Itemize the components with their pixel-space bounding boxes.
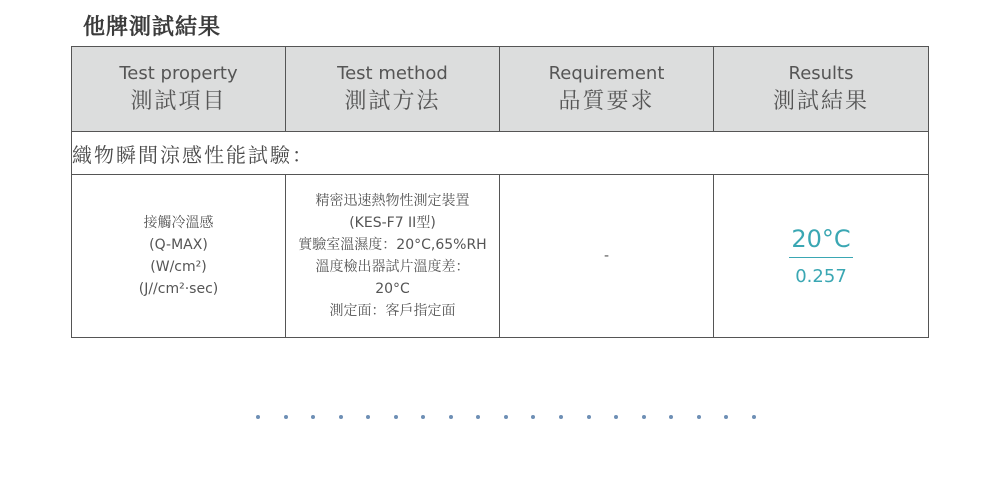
method-line: 測定面：客戶指定面: [329, 303, 456, 319]
cell-property: [72, 175, 286, 338]
header-zh-label: 測試結果: [772, 89, 869, 114]
dot: [559, 415, 563, 419]
property-line: 接觸冷溫感: [143, 215, 214, 231]
dot: [394, 415, 398, 419]
dot: [587, 415, 591, 419]
property-line: (W/cm²): [150, 259, 207, 275]
cell-requirement: -: [500, 175, 714, 338]
method-line: 精密迅速熱物性測定裝置: [315, 193, 470, 209]
header-results: [714, 47, 929, 132]
property-line: (Q-MAX): [149, 237, 208, 253]
header-en-label: Requirement: [548, 63, 665, 84]
dot: [449, 415, 453, 419]
property-line: (J//cm²·sec): [138, 281, 219, 297]
pagination-dots: [256, 412, 756, 422]
dot: [669, 415, 673, 419]
method-line: (KES-F7 II型): [349, 215, 436, 231]
results-table: [71, 46, 929, 338]
method-line: 實驗室溫濕度：20°C,65%RH: [298, 237, 487, 253]
dot: [752, 415, 756, 419]
dot: [421, 415, 425, 419]
dot: [256, 415, 260, 419]
dot: [476, 415, 480, 419]
result-qmax-value: 0.257: [795, 265, 847, 287]
dot: [614, 415, 618, 419]
dot: [284, 415, 288, 419]
header-zh-label: 品質要求: [558, 89, 655, 114]
dot: [311, 415, 315, 419]
section-row: [72, 132, 929, 175]
dot: [366, 415, 370, 419]
dot: [531, 415, 535, 419]
table-header-row: [72, 47, 929, 132]
header-en-label: Test property: [119, 63, 238, 84]
header-zh-label: 測試項目: [130, 89, 227, 114]
header-requirement: [500, 47, 714, 132]
dot: [504, 415, 508, 419]
header-test-property: [72, 47, 286, 132]
cell-method: [286, 175, 500, 338]
result-temperature: 20°C: [789, 225, 852, 258]
method-line: 溫度檢出器試片溫度差：: [315, 259, 470, 275]
header-en-label: Test method: [337, 63, 448, 84]
method-line: 20°C: [375, 281, 410, 297]
header-zh-label: 測試方法: [344, 89, 441, 114]
cell-result: [714, 175, 929, 338]
header-test-method: [286, 47, 500, 132]
dot: [724, 415, 728, 419]
table-row: [72, 175, 929, 338]
section-title: 織物瞬間涼感性能試驗：: [72, 132, 929, 175]
dot: [339, 415, 343, 419]
page-title: 他牌測試結果: [83, 15, 222, 40]
dot: [697, 415, 701, 419]
header-en-label: Results: [788, 63, 854, 84]
dot: [642, 415, 646, 419]
